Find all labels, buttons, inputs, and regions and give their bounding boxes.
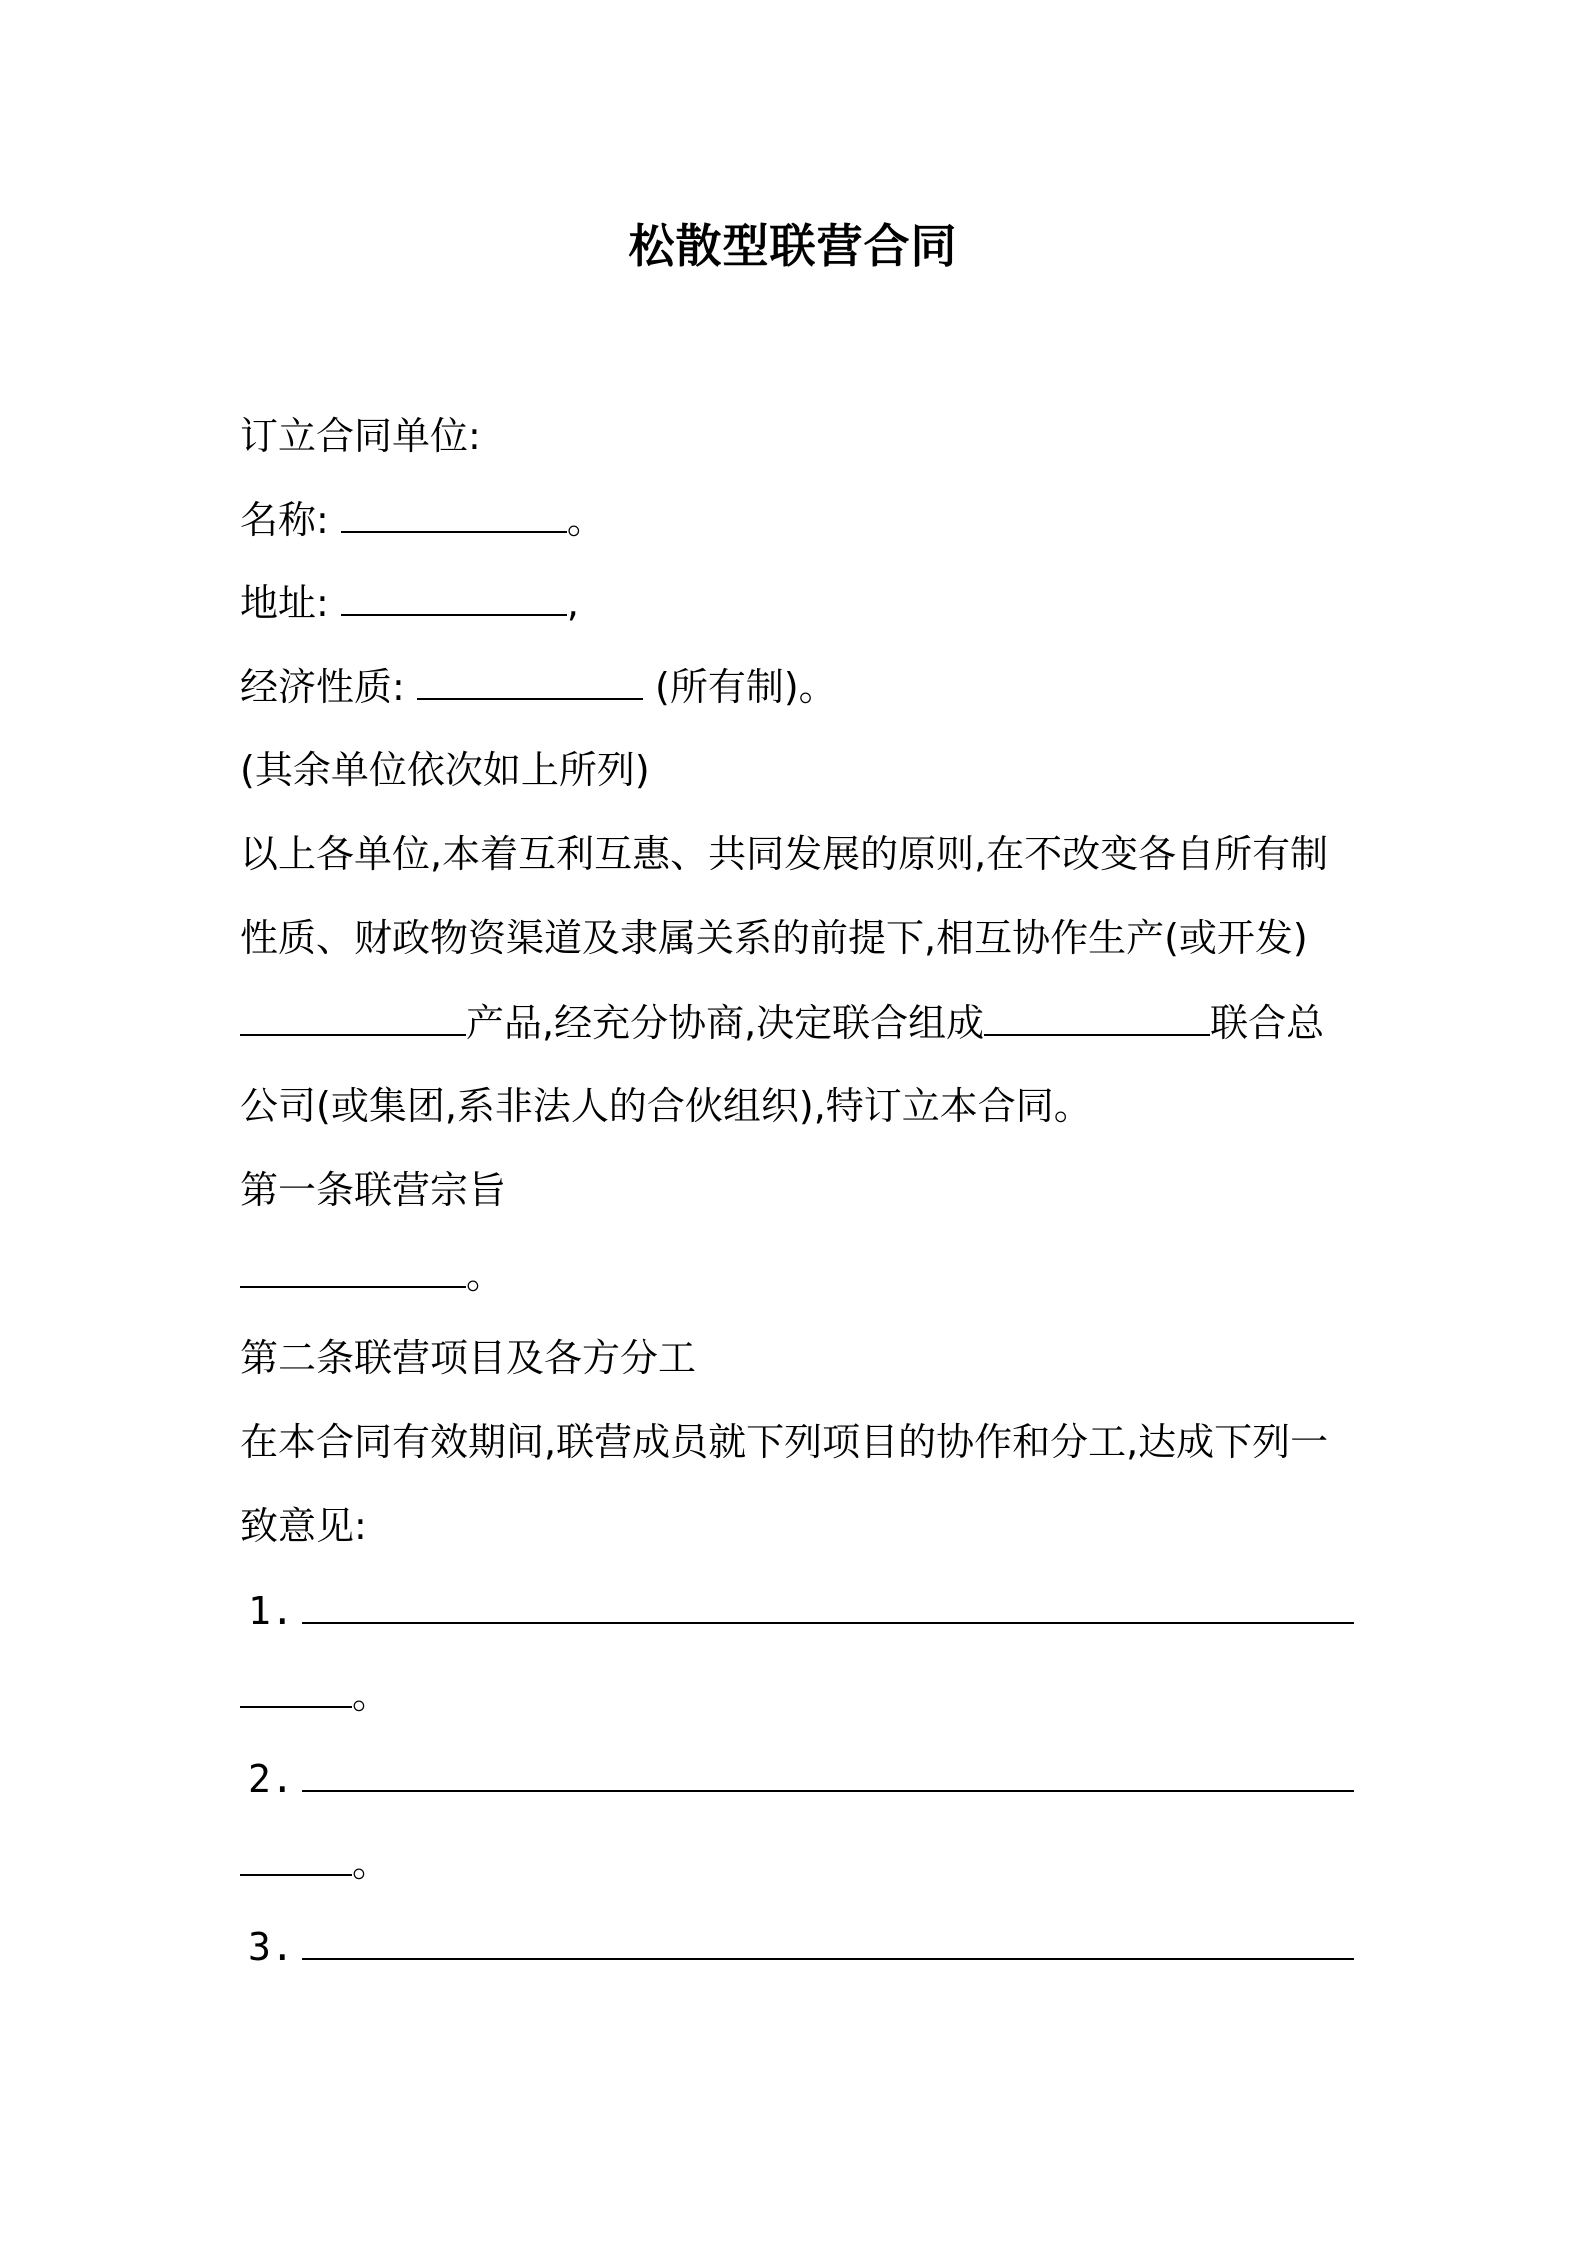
article-1-end: 。 (466, 1253, 505, 1297)
item-1-continuation-blank[interactable] (240, 1668, 352, 1708)
party-nature-blank[interactable] (417, 660, 643, 700)
article-2-text-2: 致意见: (240, 1504, 367, 1548)
party-address-blank[interactable] (341, 576, 567, 616)
article-1-heading-text: 第一条联营宗旨 (240, 1168, 507, 1212)
article-1-heading (240, 1164, 1360, 1216)
article-2-heading (240, 1332, 1360, 1384)
preamble-line-4 (240, 1080, 1360, 1132)
party-address-label: 地址: (240, 581, 329, 625)
item-2-blank[interactable] (302, 1752, 1354, 1792)
party-nature-label: 经济性质: (240, 665, 405, 709)
preamble-line-3 (240, 996, 1360, 1049)
item-1-line (240, 1584, 1360, 1637)
company-name-blank[interactable] (984, 996, 1210, 1036)
preamble-text-3-end: 联合总 (1210, 1001, 1325, 1045)
article-1-content-line (240, 1248, 1360, 1301)
article-2-text-line-1 (240, 1416, 1360, 1468)
item-2-continuation (240, 1836, 1360, 1889)
item-2-number: 2. (248, 1757, 294, 1801)
preamble-line-1 (240, 828, 1360, 880)
others-note-text: (其余单位依次如上所列) (240, 748, 650, 792)
parties-heading-text: 订立合同单位: (240, 414, 481, 458)
item-3-line (240, 1920, 1360, 1973)
parties-heading (240, 410, 1360, 462)
preamble-text-2: 性质、财政物资渠道及隶属关系的前提下,相互协作生产(或开发) (240, 916, 1308, 960)
article-2-text-line-2 (240, 1500, 1360, 1552)
item-1-end: 。 (352, 1673, 391, 1717)
item-2-end: 。 (352, 1841, 391, 1885)
others-note-line (240, 744, 1360, 796)
item-2-continuation-blank[interactable] (240, 1836, 352, 1876)
party-name-end: 。 (566, 498, 605, 542)
document-title: 松散型联营合同 (628, 219, 958, 273)
item-1-continuation (240, 1668, 1360, 1721)
preamble-text-1: 以上各单位,本着互利互惠、共同发展的原则,在不改变各自所有制 (240, 832, 1329, 876)
party-nature-line (240, 660, 1360, 713)
party-nature-end: (所有制)。 (655, 665, 837, 709)
item-1-number: 1. (248, 1589, 294, 1633)
item-2-line (240, 1752, 1360, 1805)
item-3-blank[interactable] (302, 1920, 1354, 1960)
party-name-blank[interactable] (341, 493, 567, 533)
article-2-heading-text: 第二条联营项目及各方分工 (240, 1336, 697, 1380)
party-name-line (240, 493, 1360, 546)
item-1-blank[interactable] (302, 1584, 1354, 1624)
article-2-text-1: 在本合同有效期间,联营成员就下列项目的协作和分工,达成下列一 (240, 1420, 1329, 1464)
preamble-text-4: 公司(或集团,系非法人的合伙组织),特订立本合同。 (240, 1084, 1092, 1128)
preamble-line-2 (240, 912, 1360, 964)
party-address-end: , (566, 581, 579, 625)
party-name-label: 名称: (240, 498, 329, 542)
item-3-number: 3. (248, 1925, 294, 1969)
purpose-blank[interactable] (240, 1248, 466, 1288)
preamble-text-3-mid: 产品,经充分协商,决定联合组成 (466, 1001, 985, 1045)
product-blank[interactable] (240, 996, 466, 1036)
party-address-line (240, 576, 1360, 629)
